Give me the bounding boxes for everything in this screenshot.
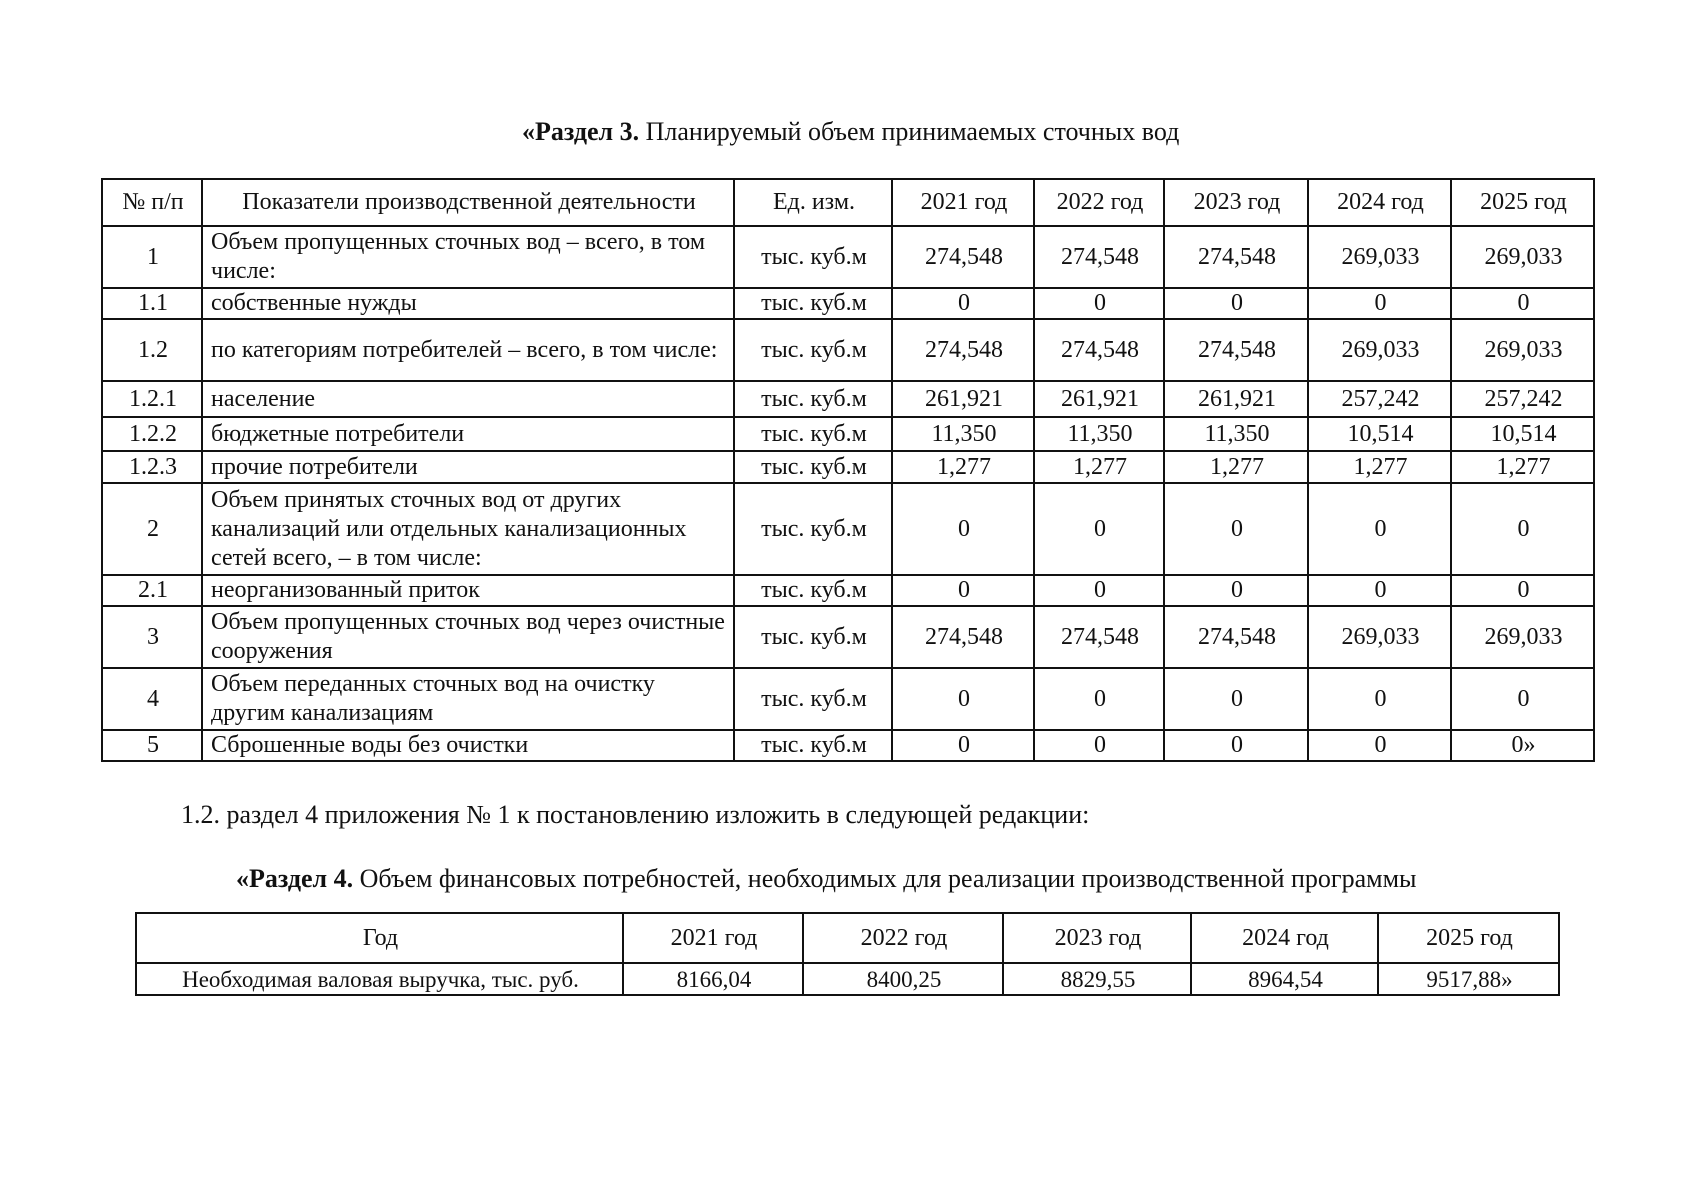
row-indicator: собственные нужды: [202, 288, 734, 319]
table-row: [102, 483, 1594, 575]
row-number: 1.2.1: [102, 381, 202, 417]
row-unit: тыс. куб.м: [734, 483, 892, 575]
value-2022: 0: [1034, 668, 1164, 730]
row-unit: тыс. куб.м: [734, 319, 892, 381]
value-2021: 274,548: [892, 319, 1034, 381]
value-2023: 11,350: [1164, 417, 1308, 451]
value-2022: 0: [1034, 575, 1164, 606]
value-2024: 0: [1308, 483, 1451, 575]
table-row: [102, 575, 1594, 606]
intro-paragraph: 1.2. раздел 4 приложения № 1 к постановлению изложить в следующей редакции:: [181, 800, 1090, 829]
value-2024: 0: [1308, 575, 1451, 606]
value-2025: 269,033: [1451, 606, 1594, 668]
table-row: [102, 730, 1594, 761]
row-unit: тыс. куб.м: [734, 606, 892, 668]
value-2021: 1,277: [892, 451, 1034, 483]
value-2023: 274,548: [1164, 319, 1308, 381]
table-row: [102, 288, 1594, 319]
value-2021: 274,548: [892, 226, 1034, 288]
row-number: 2: [102, 483, 202, 575]
row-number: 1.1: [102, 288, 202, 319]
value-2022: 274,548: [1034, 319, 1164, 381]
value-2025: 1,277: [1451, 451, 1594, 483]
row-unit: тыс. куб.м: [734, 288, 892, 319]
section4-table: [135, 912, 1560, 996]
value-2023: 274,548: [1164, 606, 1308, 668]
value-2023: 0: [1164, 668, 1308, 730]
value-2025: 9517,88»: [1378, 963, 1559, 995]
table-row: [102, 417, 1594, 451]
value-2025: 10,514: [1451, 417, 1594, 451]
value-2024: 8964,54: [1191, 963, 1378, 995]
table-row: [102, 668, 1594, 730]
col-header-2025: 2025 год: [1378, 913, 1559, 963]
value-2025: 0: [1451, 483, 1594, 575]
value-2025: 257,242: [1451, 381, 1594, 417]
row-indicator: население: [202, 381, 734, 417]
table-row: [102, 606, 1594, 668]
col-header-2021: 2021 год: [892, 179, 1034, 226]
section4-data-row: [136, 963, 1559, 995]
col-header-2025: 2025 год: [1451, 179, 1594, 226]
section4-title-bold: «Раздел 4.: [236, 864, 354, 893]
table-row: [102, 319, 1594, 381]
value-2021: 0: [892, 730, 1034, 761]
section3-title-bold: «Раздел 3.: [522, 117, 640, 146]
row-unit: тыс. куб.м: [734, 451, 892, 483]
row-number: 5: [102, 730, 202, 761]
section4-title-rest: Объем финансовых потребностей, необходимых для реализации производственной программы: [353, 864, 1417, 893]
section3-title: [522, 119, 1179, 145]
value-2022: 8400,25: [803, 963, 1003, 995]
value-2022: 0: [1034, 730, 1164, 761]
value-2024: 0: [1308, 730, 1451, 761]
value-2024: 269,033: [1308, 226, 1451, 288]
row-number: 1.2.2: [102, 417, 202, 451]
col-header-2024: 2024 год: [1191, 913, 1378, 963]
value-2024: 269,033: [1308, 606, 1451, 668]
row-number: 1.2: [102, 319, 202, 381]
value-2022: 274,548: [1034, 226, 1164, 288]
value-2022: 0: [1034, 483, 1164, 575]
section3-table: [101, 178, 1595, 762]
col-header-2022: 2022 год: [803, 913, 1003, 963]
row-unit: тыс. куб.м: [734, 668, 892, 730]
value-2025: 269,033: [1451, 226, 1594, 288]
value-2025: 0: [1451, 288, 1594, 319]
value-2023: 1,277: [1164, 451, 1308, 483]
table-row: [102, 381, 1594, 417]
row-indicator: бюджетные потребители: [202, 417, 734, 451]
col-header-year: Год: [136, 913, 623, 963]
value-2025: 0: [1451, 668, 1594, 730]
row-unit: тыс. куб.м: [734, 417, 892, 451]
value-2024: 10,514: [1308, 417, 1451, 451]
value-2025: 0: [1451, 575, 1594, 606]
value-2021: 0: [892, 483, 1034, 575]
row-unit: тыс. куб.м: [734, 575, 892, 606]
row-indicator: прочие потребители: [202, 451, 734, 483]
value-2023: 8829,55: [1003, 963, 1191, 995]
value-2021: 0: [892, 668, 1034, 730]
row-indicator: Объем пропущенных сточных вод через очистные сооружения: [202, 606, 734, 668]
row-unit: тыс. куб.м: [734, 226, 892, 288]
value-2021: 8166,04: [623, 963, 803, 995]
row-label: Необходимая валовая выручка, тыс. руб.: [136, 963, 623, 995]
value-2024: 0: [1308, 288, 1451, 319]
value-2023: 0: [1164, 730, 1308, 761]
value-2023: 0: [1164, 288, 1308, 319]
value-2022: 1,277: [1034, 451, 1164, 483]
value-2021: 11,350: [892, 417, 1034, 451]
section4-header-row: [136, 913, 1559, 963]
row-number: 1: [102, 226, 202, 288]
section3-table-body: [102, 226, 1594, 761]
value-2025: 0»: [1451, 730, 1594, 761]
col-header-2021: 2021 год: [623, 913, 803, 963]
value-2022: 0: [1034, 288, 1164, 319]
value-2024: 269,033: [1308, 319, 1451, 381]
col-header-number: № п/п: [102, 179, 202, 226]
value-2022: 274,548: [1034, 606, 1164, 668]
value-2021: 274,548: [892, 606, 1034, 668]
row-indicator: Объем пропущенных сточных вод – всего, в том числе:: [202, 226, 734, 288]
col-header-2023: 2023 год: [1164, 179, 1308, 226]
row-number: 4: [102, 668, 202, 730]
value-2024: 257,242: [1308, 381, 1451, 417]
col-header-2024: 2024 год: [1308, 179, 1451, 226]
col-header-unit: Ед. изм.: [734, 179, 892, 226]
row-indicator: Объем принятых сточных вод от других канализаций или отдельных канализационных сетей всего, – в том числе:: [202, 483, 734, 575]
row-unit: тыс. куб.м: [734, 381, 892, 417]
value-2024: 0: [1308, 668, 1451, 730]
row-unit: тыс. куб.м: [734, 730, 892, 761]
section4-title: [236, 866, 1417, 892]
table-row: [102, 451, 1594, 483]
row-indicator: неорганизованный приток: [202, 575, 734, 606]
row-number: 3: [102, 606, 202, 668]
table-row: [102, 226, 1594, 288]
section3-header-row: [102, 179, 1594, 226]
col-header-2022: 2022 год: [1034, 179, 1164, 226]
row-indicator: Объем переданных сточных вод на очистку другим канализациям: [202, 668, 734, 730]
row-indicator: Сброшенные воды без очистки: [202, 730, 734, 761]
value-2024: 1,277: [1308, 451, 1451, 483]
value-2023: 274,548: [1164, 226, 1308, 288]
value-2021: 0: [892, 288, 1034, 319]
row-number: 1.2.3: [102, 451, 202, 483]
col-header-2023: 2023 год: [1003, 913, 1191, 963]
row-number: 2.1: [102, 575, 202, 606]
value-2022: 261,921: [1034, 381, 1164, 417]
col-header-indicator: Показатели производственной деятельности: [202, 179, 734, 226]
value-2023: 0: [1164, 575, 1308, 606]
row-indicator: по категориям потребителей – всего, в том числе:: [202, 319, 734, 381]
value-2023: 0: [1164, 483, 1308, 575]
value-2022: 11,350: [1034, 417, 1164, 451]
section3-title-rest: Планируемый объем принимаемых сточных вод: [639, 117, 1180, 146]
value-2023: 261,921: [1164, 381, 1308, 417]
value-2021: 261,921: [892, 381, 1034, 417]
value-2021: 0: [892, 575, 1034, 606]
value-2025: 269,033: [1451, 319, 1594, 381]
